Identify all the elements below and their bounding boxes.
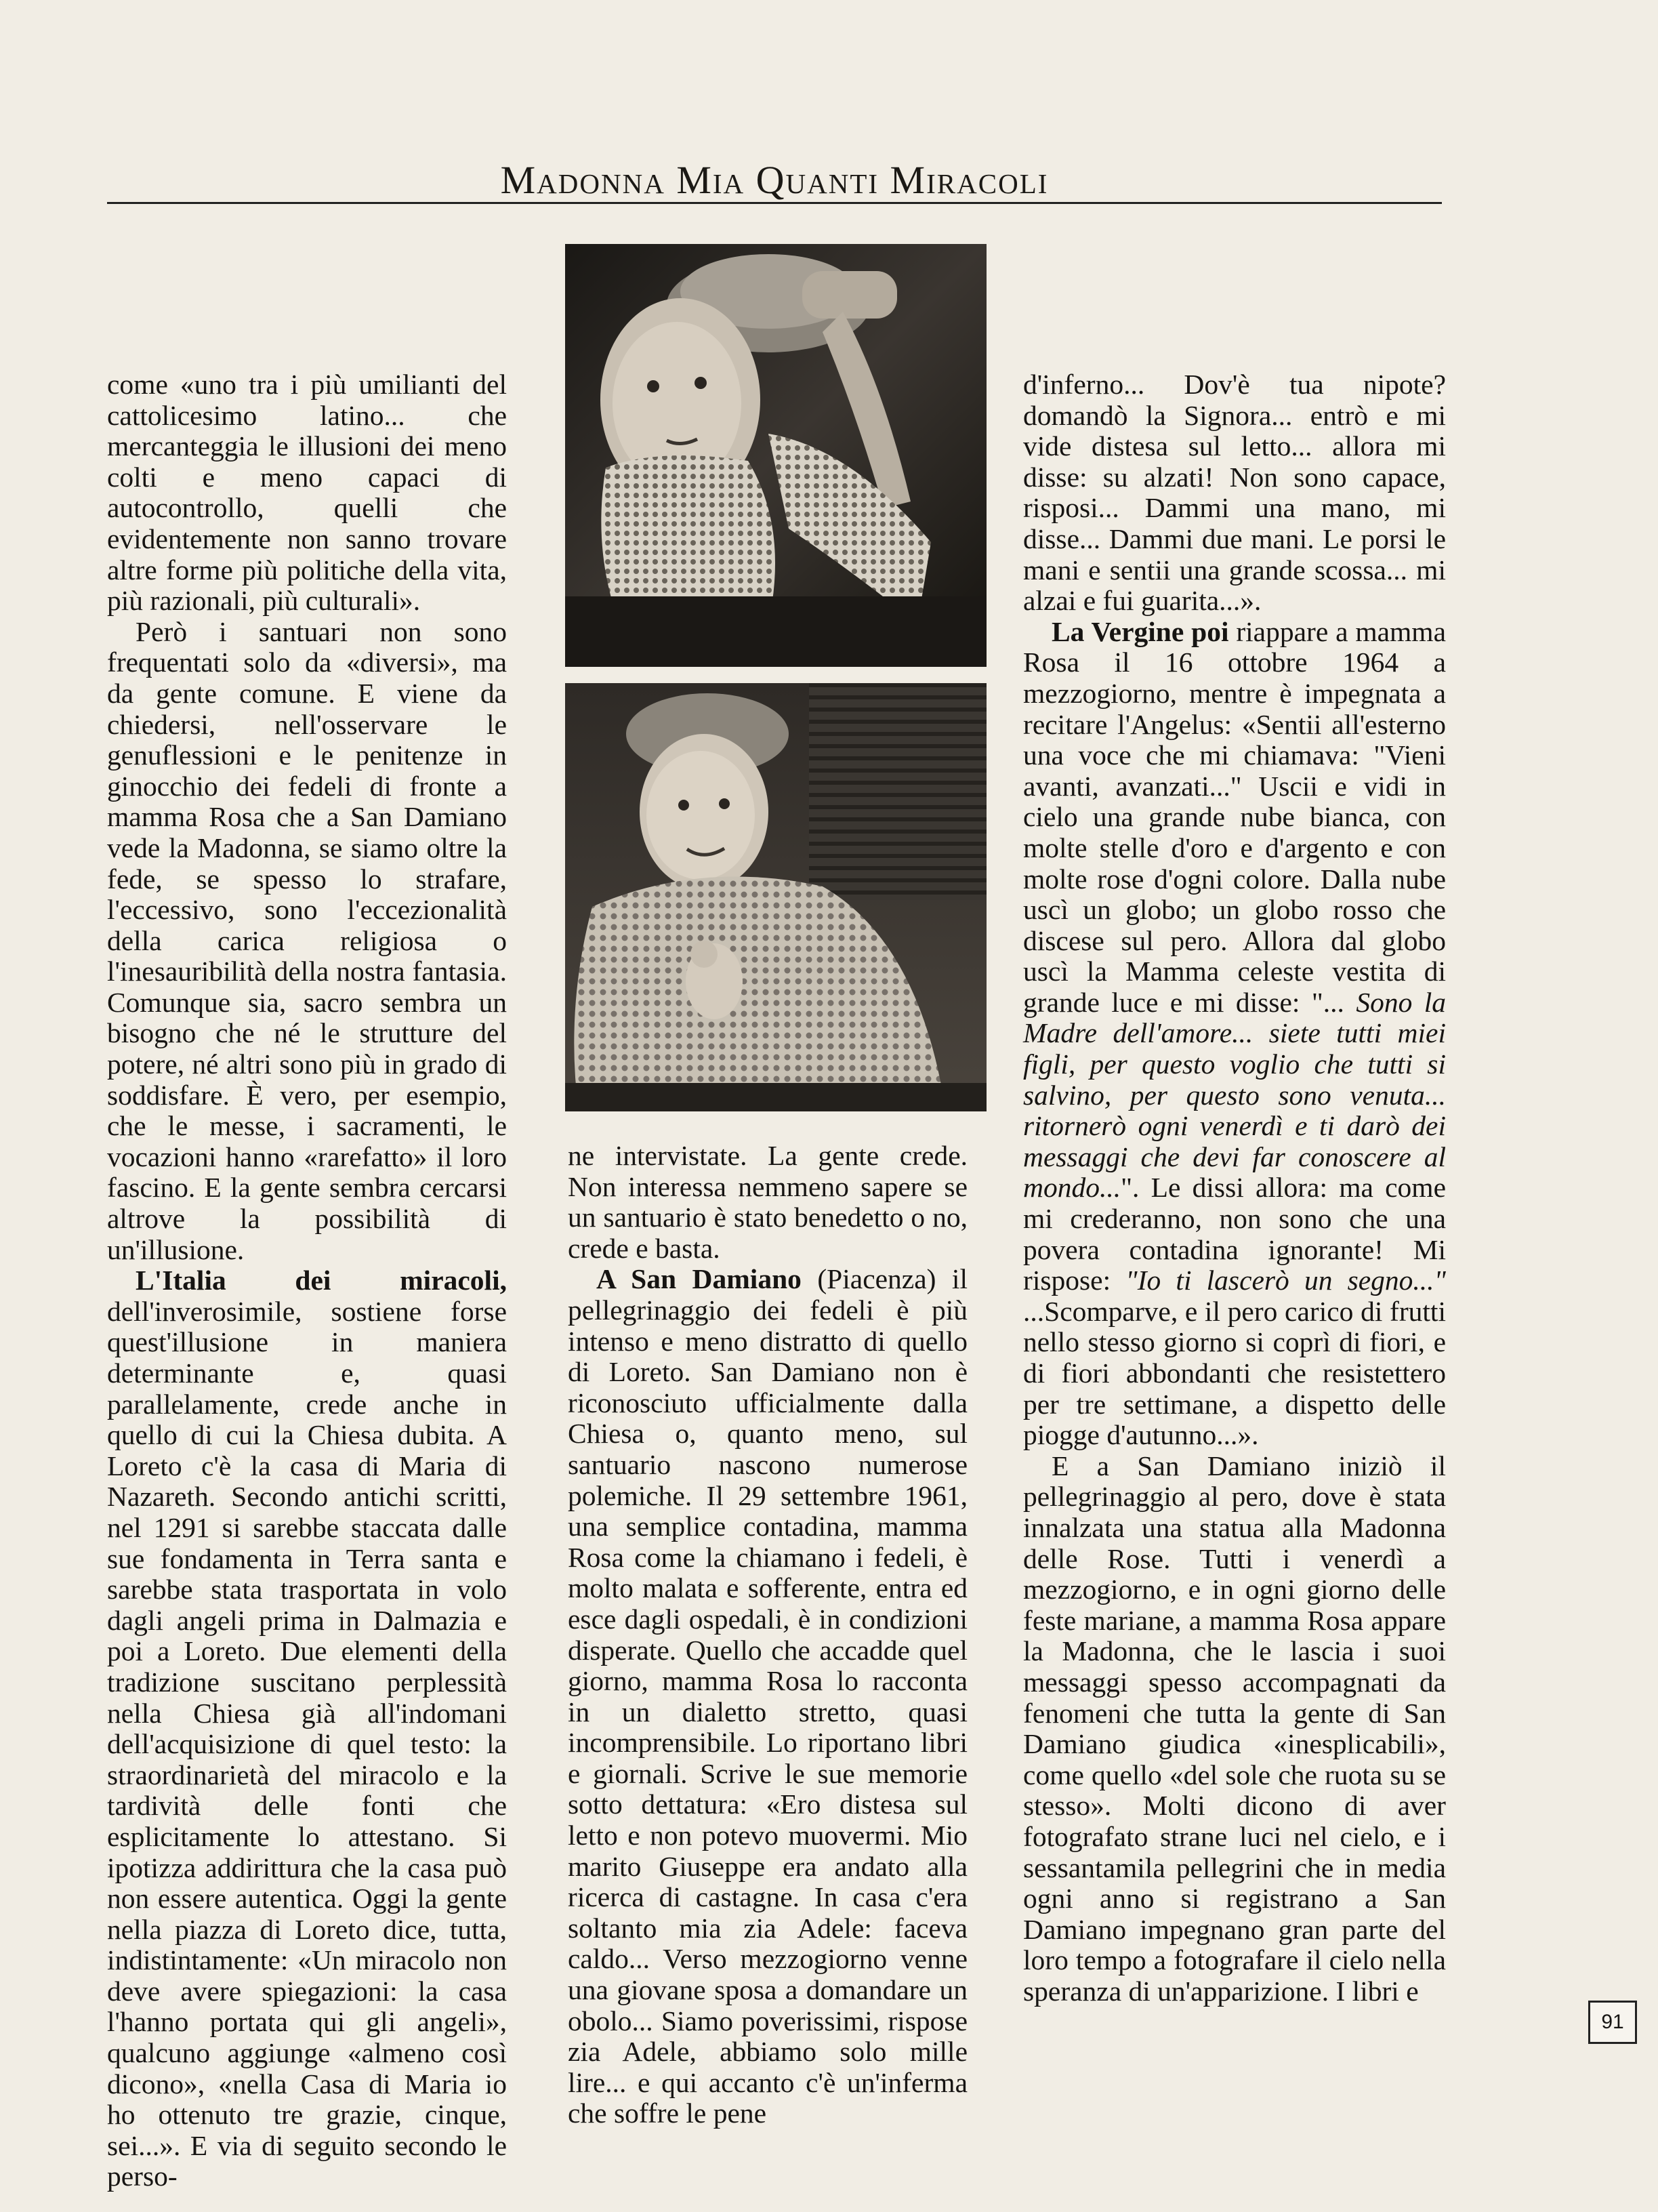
quote-italic: "Io ti lascerò un segno..." bbox=[1125, 1265, 1446, 1296]
paragraph: E a San Damiano iniziò il pellegrinaggio al pero, dove è stata innalzata una statua alla Madonna delle Rose. Tutti i venerdì a mezzogiorno, e in ogni giorno delle feste mariane, a mamma Rosa appare la Madonna, che le lascia i suoi messaggi spesso accompagnati da fenomeni che tutta la gente di San Damiano giudica «inesplicabili», come quello «del sole che ruota su se stesso». Molti dicono di aver fotografato strane luci nel cielo, e i sessantamila pellegrini che in media ogni anno si registrano a San Damiano impegnano gran parte del loro tempo a fotografare il cielo nella speranza di un'apparizione. I libri e bbox=[1023, 1450, 1446, 2007]
photo-woman-hands-on-head bbox=[565, 244, 987, 667]
paragraph-lead: A San Damiano bbox=[596, 1263, 802, 1295]
paragraph: ne intervistate. La gente crede. Non interessa nemmeno sapere se un santuario è stato benedetto o no, crede e basta. bbox=[568, 1140, 968, 1264]
paragraph bbox=[1023, 617, 1446, 1451]
photo-image bbox=[565, 244, 987, 667]
paragraph-body: ". Le dissi allora: ma come mi crederanno, non sono che una povera contadina ignorante! Mi rispose: bbox=[1023, 1172, 1446, 1296]
page-number: 91 bbox=[1588, 2001, 1637, 2044]
page-header-title: Madonna Mia Quanti Miracoli bbox=[500, 158, 1049, 202]
paragraph bbox=[107, 1265, 507, 2192]
paragraph-body: (Piacenza) il pellegrinaggio dei fedeli è più intenso e meno distratto di quello di Loreto. San Damiano non è riconosciuto ufficialmente dalla Chiesa o, quanto meno, sul santuario nascono numerose polemiche. Il 29 settembre 1961, una semplice contadina, mamma Rosa come la chiamano i fedeli, è molto malata e sofferente, entra ed esce dagli ospedali, è in condizioni disperate. Quello che accadde quel giorno, mamma Rosa lo racconta in un dialetto stretto, quasi incomprensibile. Lo riportano libri e giornali. Scrive le sue memorie sotto dettatura: «Ero distesa sul letto e non potevo muovermi. Mio marito Giuseppe era andato alla ricerca di castagne. In casa c'era soltanto mia zia Adele: faceva caldo... Verso mezzogiorno venne una giovane sposa a domandare un obolo... Siamo poverissimi, rispose zia Adele, abbiamo solo mille lire... e qui accanto c'è un'inferma che soffre le pene bbox=[568, 1263, 968, 2129]
paragraph-lead: L'Italia dei miracoli, bbox=[136, 1265, 507, 1296]
article-column-3 bbox=[1023, 369, 1446, 2007]
paragraph: Però i santuari non sono frequentati solo da «diversi», ma da gente comune. E viene da chiedersi, nell'osservare le genuflessioni e le penitenze in ginocchio dei fedeli di fronte a mamma Rosa che a San Damiano vede la Madonna, se siamo oltre la fede, se spesso lo strafare, l'eccessivo, sono l'eccezionalità della carica religiosa o l'inesauribilità della nostra fantasia. Comunque sia, sacro sembra un bisogno che né le strutture del potere, né altri sono più in grado di soddisfare. È vero, per esempio, che le messe, i sacramenti, le vocazioni hanno «rarefatto» il loro fascino. E la gente sembra cercarsi altrove la possibilità di un'illusione. bbox=[107, 615, 507, 1265]
header-rule bbox=[107, 202, 1442, 204]
paragraph-lead: La Vergine poi bbox=[1052, 615, 1229, 647]
paragraph-body: riappare a mamma Rosa il 16 ottobre 1964 a mezzogiorno, mentre è impegnata a recitare l'Angelus: «Sentii all'esterno una voce che mi chiamava: "Vieni avanti, avanzati..." Uscii e vidi in cielo una grande nube bianca, con molte stelle d'oro e d'argento e con molte rose d'ogni colore. Dalla nube uscì un globo; un globo rosso che discese sul pero. Allora dal globo uscì la Mamma celeste vestita di grande luce e mi disse: "... bbox=[1023, 615, 1446, 1018]
paragraph-body: ...Scomparve, e il pero carico di frutti nello stesso giorno si coprì di fiori, e di fiori abbondanti che resistettero per tre settimane, a dispetto delle piogge d'autunno...». bbox=[1023, 1295, 1446, 1451]
photo-image bbox=[565, 683, 987, 1111]
photo-woman-smiling-hand-raised bbox=[565, 683, 987, 1111]
article-column-1 bbox=[107, 369, 507, 2192]
article-column-2 bbox=[568, 1141, 968, 2129]
paragraph: come «uno tra i più umilianti del cattolicesimo latino... che mercanteggia le illusioni dei meno colti e meno capaci di autocontrollo, quelli che evidentemente non sanno trovare altre forme più politiche della vita, più razionali, più culturali». bbox=[107, 369, 507, 617]
paragraph: d'inferno... Dov'è tua nipote? domandò la Signora... entrò e mi vide distesa sul letto... allora mi disse: su alzati! Non sono capace, risposi... Dammi una mano, mi disse... Dammi due mani. Le porsi le mani e sentii una grande scossa... mi alzai e fui guarita...». bbox=[1023, 369, 1446, 617]
quote-italic: Sono la Madre dell'amore... siete tutti miei figli, per questo voglio che tutti si salvino, per questo sono venuta... ritornerò ogni venerdì e ti darò dei messaggi che devi far conoscere al mondo... bbox=[1023, 986, 1447, 1204]
paragraph-body: dell'inverosimile, sostiene forse quest'illusione in maniera determinante e, quasi parallelamente, crede anche in quello di cui la Chiesa dubita. A Loreto c'è la casa di Maria di Nazareth. Secondo antichi scritti, nel 1291 si sarebbe staccata dalle sue fondamenta in Terra santa e sarebbe stata trasportata in volo dagli angeli prima in Dalmazia e poi a Loreto. Due elementi della tradizione suscitano perplessità nella Chiesa già all'indomani dell'acquisizione di quel testo: la straordinarietà del miracolo e la tardività delle fonti che esplicitamente lo attestano. Si ipotizza addirittura che la casa può non essere autentica. Oggi la gente nella piazza di Loreto dice, tutta, indistintamente: «Un miracolo non deve avere spiegazioni: la casa l'hanno portata qui gli angeli», qualcuno aggiunge «almeno così dicono», «nella Casa di Maria io ho ottenuto tre grazie, cinque, sei...». E via di seguito secondo le perso- bbox=[107, 1295, 507, 2192]
paragraph bbox=[568, 1264, 968, 2129]
